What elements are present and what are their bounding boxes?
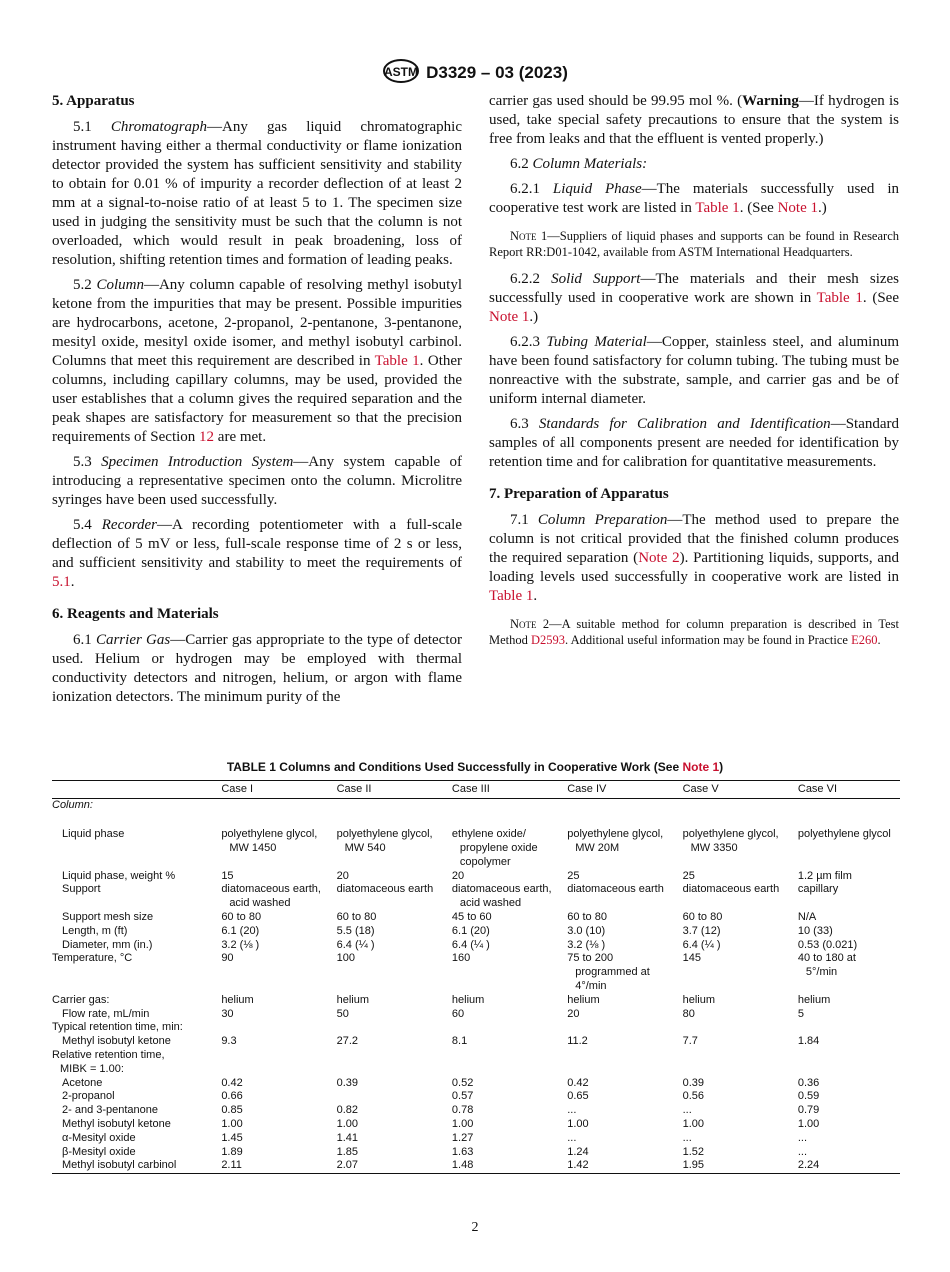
document-designation: D3329 – 03 (2023) [426,62,568,82]
table-cell: ... [682,1104,692,1117]
table-cell: 0.39 [682,1076,704,1089]
table-cell: polyethylene glycol, MW 3350 [682,828,779,855]
table-row [52,814,900,828]
paragraph [52,118,462,270]
table-cell [683,798,798,814]
table-cell: 15 [221,869,234,882]
table-cell: 75 to 200 programmed at 4°/min [567,952,650,993]
table-cell: 0.39 [336,1076,359,1089]
text-run: Specimen Introduction System [101,454,294,470]
table-cell: 1.00 [567,1118,589,1131]
table-cell: 6.1 (20) [451,924,490,937]
table-title-suffix: ) [719,760,724,774]
table-cell: 3.7 (12) [682,924,721,937]
cross-reference-link[interactable]: Note 1 [489,309,530,325]
row-label: Typical retention time, min: [52,1021,183,1034]
table-cell: 1.84 [797,1035,820,1048]
note-1-link[interactable]: Note 1 [682,760,720,774]
table-cell [221,798,336,814]
text-run: —The materials successfully used in cooperative test work are listed in [489,181,899,216]
table-cell: 1.95 [682,1159,704,1172]
table-cell: 1.89 [221,1145,243,1158]
section-heading: 5. Apparatus [52,93,135,109]
table-cell: 60 to 80 [682,911,723,924]
table-row [52,1159,900,1173]
text-run: Liquid Phase [552,181,642,197]
table-cell: diatomaceous earth [567,883,664,896]
text-run: —Copper, stainless steel, and aluminum have been found satisfactory for column tubing. The tubing must be nonreactive with the substrate, sample, and carrier gas and be of uniform internal diameter. [489,334,899,407]
text-run: Note [510,617,537,631]
table-cell: ... [682,1131,692,1144]
table-cell: helium [682,993,715,1006]
table-cell: 0.66 [221,1090,243,1103]
column-header: Case VI [798,781,900,799]
paragraph [52,631,462,707]
table-cell: diatomaceous earth, acid washed [451,883,552,910]
table-cell: ... [797,1131,808,1144]
table-cell: 27.2 [336,1035,359,1048]
table-cell: ... [797,1145,808,1158]
table-cell: 0.82 [336,1104,359,1117]
text-run: 7.1 [510,512,538,528]
cross-reference-link[interactable]: 12 [199,429,215,445]
table-cell [567,798,682,814]
text-run: 5.1 [73,119,111,135]
cross-reference-link[interactable]: Table 1 [489,588,534,604]
row-label: β-Mesityl oxide [62,1145,136,1158]
paragraph [489,511,899,606]
text-run: .) [818,200,827,216]
table-cell: 3.2 (⅛ ) [221,938,260,951]
row-label: Diameter, mm (in.) [62,938,153,951]
table-row [52,1132,900,1146]
svg-text:ASTM: ASTM [384,65,419,79]
text-run: 5.3 [73,454,102,470]
table-cell: 0.53 (0.021) [797,938,858,951]
paragraph [489,333,899,409]
table-row [52,1008,900,1022]
row-label: Relative retention time, MIBK = 1.00: [52,1049,165,1075]
table-cell: diatomaceous earth [682,883,780,896]
text-run: —If hydrogen is used, take special safety precautions to ensure that the system is free from leaks and that the effluent is vented properly.) [489,93,900,147]
note-paragraph [489,616,899,648]
table-cell: 25 [682,869,695,882]
table-cell: 5 [797,1007,804,1020]
table-row [52,798,900,814]
table-row [52,952,900,993]
text-run: Column Materials: [532,156,648,172]
text-run: —The materials and their mesh sizes successfully used in cooperative work are shown in [489,271,900,306]
table-cell [683,1021,798,1035]
text-run: —Carrier gas appropriate to the type of detector used. Helium or hydrogen may be employed with thermal conductivity detectors and nitrogen, helium, or argon with flame ionization detectors. The minimum purity of the [52,632,463,705]
table-row [52,870,900,884]
table-cell: 1.63 [451,1145,474,1158]
table-cell: 25 [567,869,580,882]
table-cell: 0.85 [221,1104,243,1117]
table-cell: 0.36 [797,1076,820,1089]
text-run: 6.2.1 [510,181,553,197]
paragraph [489,270,899,327]
row-label: Support [62,883,101,896]
paragraph [489,180,899,218]
table-cell: 0.56 [682,1090,704,1103]
table-cell: 1.52 [682,1145,704,1158]
text-run: —Standard samples of all components present are needed for identification by retention time and for calibration for quantitative measurements. [489,416,900,470]
column-header: Case IV [567,781,682,799]
table-cell [221,1021,336,1035]
row-label: Liquid phase [62,828,125,841]
table-cell: diatomaceous earth, acid washed [221,883,321,910]
row-label: Methyl isobutyl ketone [62,1035,171,1048]
text-run: 6.3 [510,416,539,432]
column-header [52,781,221,799]
table-cell [337,1021,452,1035]
table-row [52,1035,900,1049]
table-cell [683,814,798,828]
table-cell: 1.00 [451,1118,474,1131]
table-cell: polyethylene glycol, MW 540 [336,828,433,855]
table-cell: helium [451,993,485,1006]
right-column [489,92,899,658]
table-cell: 0.59 [797,1090,820,1103]
table-cell: 6.4 (¼ ) [336,938,375,951]
table-row [52,911,900,925]
table-row [52,925,900,939]
cross-reference-link[interactable]: Note 2 [638,550,680,566]
table-cell: 6.4 (¼ ) [451,938,490,951]
table-cell [221,1049,336,1077]
table-cell: 2.11 [221,1159,242,1172]
text-run: Column Preparation [537,512,668,528]
table-cell: 0.42 [567,1076,589,1089]
table-cell [452,814,567,828]
table-row [52,1021,900,1035]
table-row [52,1077,900,1091]
text-run: . [533,588,538,604]
table-cell: 11.2 [567,1035,588,1048]
text-run: 6.1 [73,632,96,648]
paragraph [52,516,462,592]
table-cell: 1.27 [451,1131,474,1144]
column-header: Case II [337,781,452,799]
table-cell: diatomaceous earth [336,883,434,896]
row-label: Liquid phase, weight % [62,869,176,882]
text-run: —Any gas liquid chromatographic instrument having either a thermal conductivity or flame ionization detector provided the system has sufficient sensitivity and stability to obtain for 0.01 % of impurity a recorder deflection of at least 2 mm at a signal-to-noise ratio of at least 5 to 1. The specimen size used in judging the sensitivity must be such that the column is not overloaded, which would result in peak broadening, loss of resolution, shifting retention times and formation of leading peaks. [52,119,462,268]
text-run: 2—A suitable method for column preparation is described in Test Method [489,617,899,647]
row-label: Methyl isobutyl carbinol [62,1159,177,1172]
table-cell: 9.3 [221,1035,237,1048]
table-cell: 1.48 [451,1159,474,1172]
table-cell: 145 [682,952,701,965]
table-cell [337,1049,452,1077]
table-cell: N/A [797,911,817,924]
table-cell [567,1021,682,1035]
cross-reference-link[interactable]: Table 1 [695,200,740,216]
table-cell: 60 to 80 [567,911,607,924]
text-run: . Additional useful information may be found in Practice [565,633,852,647]
table-cell: 20 [451,869,465,882]
row-label: Methyl isobutyl ketone [62,1118,171,1131]
text-run: 5.2 [73,277,97,293]
table-cell: 1.42 [567,1159,589,1172]
table-cell: 3.2 (⅛ ) [567,938,606,951]
paragraph [489,92,899,149]
text-run: Recorder [101,517,158,533]
row-label: Temperature, °C [52,952,133,965]
table-cell: 90 [221,952,234,965]
text-run: 1—Suppliers of liquid phases and supports can be found in Research Report RR:D01-1042, available from ASTM International Headquarters. [489,229,899,259]
table-cell: 160 [451,952,471,965]
paragraph [489,155,899,174]
cross-reference-link[interactable]: Table 1 [374,353,420,369]
cross-reference-link[interactable]: E260 [851,633,878,647]
table-cell [221,814,336,828]
text-run: are met. [214,429,267,445]
text-run: carrier gas used should be 99.95 mol %. ( [489,93,743,109]
row-label: Column: [52,798,93,811]
table-cell: 40 to 180 at 5°/min [797,952,856,979]
table-row [52,939,900,953]
table-cell: 2.07 [336,1159,359,1172]
text-run: Carrier Gas [95,632,171,648]
text-run: . Other columns, including capillary columns, may be used, provided the user establishes that a column gives the required separation and the peak shapes are satisfactory for measurement so that the precision requirements of Section [52,353,463,445]
section-heading: 6. Reagents and Materials [52,606,219,622]
table-row [52,1118,900,1132]
table-cell: 10 (33) [797,924,833,937]
row-label: Carrier gas: [52,993,110,1006]
table-row [52,828,900,869]
table-cell: polyethylene glycol, MW 20M [567,828,664,855]
text-run: —A recording potentiometer with a full-scale deflection of 5 mV or less, full-scale response time of 2 s or less, and sufficient sensitivity and stability to meet the requirements of [52,517,462,571]
table-cell [798,1021,900,1035]
table-cell: 0.52 [451,1076,474,1089]
table-row [52,994,900,1008]
table-cell: 2.24 [797,1159,820,1172]
text-run: Tubing Material [546,334,647,350]
table-cell: polyethylene glycol [797,828,891,841]
text-run: Solid Support [551,271,641,287]
table-cell: polyethylene glycol, MW 1450 [221,828,318,855]
table-cell: 1.24 [567,1145,589,1158]
text-run: . (See [739,200,778,216]
table-cell: ... [567,1104,577,1117]
table-cell: ... [567,1131,577,1144]
table-cell: 1.2 µm film [797,869,852,882]
left-column [52,92,462,713]
table-row [52,1104,900,1118]
text-run: Note [510,229,537,243]
table-cell: 1.00 [797,1118,820,1131]
cross-reference-link[interactable]: D2593 [531,633,566,647]
table-1 [52,780,900,1174]
table-cell: 6.1 (20) [221,924,260,937]
table-cell: 0.78 [451,1104,474,1117]
table-cell: 1.00 [682,1118,704,1131]
table-cell: 3.0 (10) [567,924,606,937]
table-cell [798,1049,900,1077]
table-cell [452,798,567,814]
document-header [0,58,950,89]
cross-reference-link[interactable]: Note 1 [777,200,819,216]
table-row [52,1146,900,1160]
table-cell: 20 [567,1007,580,1020]
table-cell: ethylene oxide/ propylene oxide copolymer [451,828,538,868]
table-title-text: TABLE 1 Columns and Conditions Used Successfully in Cooperative Work (See [226,760,683,774]
table-cell [683,1049,798,1077]
row-label: Acetone [62,1076,103,1089]
page-number: 2 [471,1220,479,1235]
row-label: 2-propanol [62,1090,115,1103]
table-cell: 7.7 [682,1035,698,1048]
paragraph [52,276,462,447]
table-cell: 60 [451,1007,465,1020]
row-label: α-Mesityl oxide [62,1131,136,1144]
text-run: 6.2.2 [510,271,552,287]
table-cell: 0.42 [221,1076,243,1089]
table-cell: 6.4 (¼ ) [682,938,721,951]
table-cell: 100 [336,952,355,965]
text-run: Standards for Calibration and Identification [538,416,831,432]
table-cell: 0.65 [567,1090,589,1103]
table-cell: helium [336,993,370,1006]
text-run: 6.2.3 [510,334,547,350]
table-cell [452,1021,567,1035]
table-cell: 1.45 [221,1131,243,1144]
text-run: 5.4 [73,517,102,533]
table-cell: 0.57 [451,1090,474,1103]
text-run: Warning [742,93,799,109]
table-cell [567,814,682,828]
column-header: Case I [221,781,336,799]
text-run: . [877,633,881,647]
note-paragraph [489,228,899,260]
table-cell: 1.41 [336,1131,359,1144]
table-cell [337,1090,452,1104]
text-run: —The method used to prepare the column is not critical provided that the finished column produces the required separation ( [489,512,899,566]
text-run: ). Partitioning liquids, supports, and loading levels used successfully in cooperative work are listed in [489,550,899,585]
table-cell [567,1049,682,1077]
column-header: Case V [683,781,798,799]
table-cell: 80 [682,1007,695,1020]
column-header: Case III [452,781,567,799]
table-cell [337,798,452,814]
text-run: Chromatograph [110,119,208,135]
table-cell [798,798,900,814]
table-cell [452,1049,567,1077]
cross-reference-link[interactable]: Table 1 [816,290,863,306]
table-row [52,883,900,911]
row-label: Support mesh size [62,911,154,924]
row-label [52,814,221,828]
table-cell: 0.79 [797,1104,820,1117]
astm-logo-icon [382,58,420,89]
table-row [52,1090,900,1104]
section-heading: 7. Preparation of Apparatus [489,486,669,502]
text-run: 6.2 [510,156,533,172]
text-run: Column [96,277,144,293]
table-cell: 60 to 80 [336,911,377,924]
table-cell: 50 [336,1007,349,1020]
paragraph [52,453,462,510]
table-cell: 1.00 [336,1118,359,1131]
table-cell: 5.5 (18) [336,924,375,937]
table-cell: 30 [221,1007,234,1020]
row-label: Flow rate, mL/min [62,1007,150,1020]
row-label: Length, m (ft) [62,924,128,937]
text-run: . [70,574,75,590]
table-header-row [52,781,900,799]
text-run: —Any column capable of resolving methyl isobutyl ketone from the impurities that may be present. Possible impurities are hydrocarbons, acetone, 2-propanol, 2-pentanone, 3-pentanone, mesityl oxide, mesityl oxide isomer, and methyl isobutyl carbinol. Columns that meet this requirement are described in [52,277,462,369]
table-cell: 45 to 60 [451,911,492,924]
table-cell: helium [567,993,600,1006]
text-run: . (See [862,290,899,306]
table-title [0,760,950,774]
table-row [52,1049,900,1077]
table-cell: helium [221,993,254,1006]
table-cell [337,814,452,828]
paragraph [489,415,899,472]
table-cell: 8.1 [451,1035,468,1048]
table-cell: 1.85 [336,1145,359,1158]
row-label: 2- and 3-pentanone [62,1104,159,1117]
text-run: .) [529,309,539,325]
table-cell: 60 to 80 [221,911,262,924]
table-cell: 20 [336,869,349,882]
table-cell [798,814,900,828]
table-cell: 1.00 [221,1118,243,1131]
table-cell: helium [797,993,831,1006]
cross-reference-link[interactable]: 5.1 [52,574,71,590]
text-run: —Any system capable of introducing a representative specimen onto the column. Microlitre syringes have been used successfully. [52,454,463,508]
table-cell: capillary [797,883,839,896]
